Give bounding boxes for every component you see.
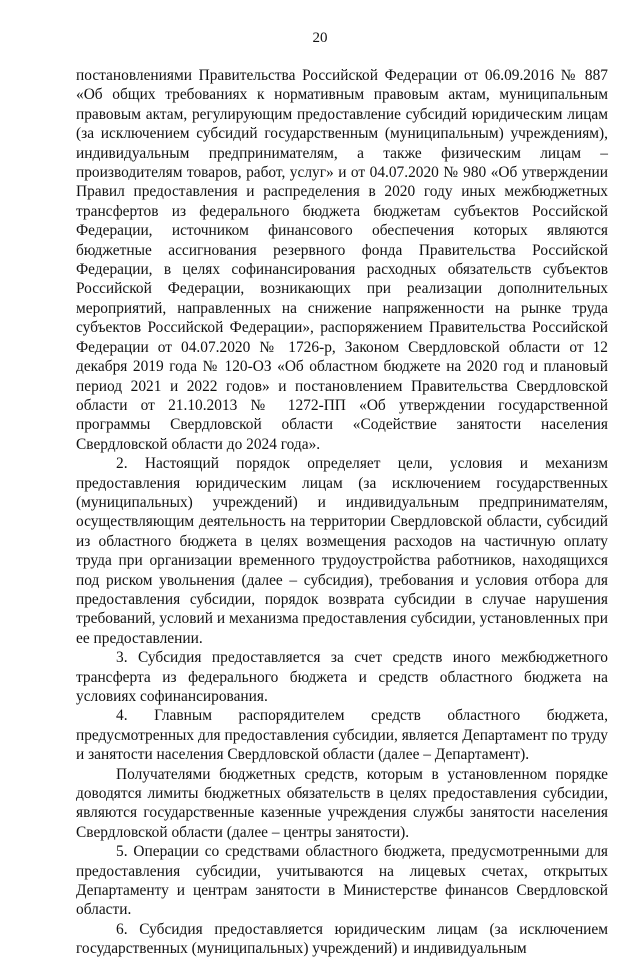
document-body (76, 66, 608, 959)
paragraph-5: 5. Операции со средствами областного бюджета, предусмотренными для предоставления субсидии, учитываются на лицевых счетах, открытых Департаменту и центрам занятости в Министерстве финансов Свердловской области. (76, 843, 608, 919)
paragraph-2: 2. Настоящий порядок определяет цели, условия и механизм предоставления юридическим лицам (за исключением государственных (муниципальных) учреждений) и индивидуальным предпринимателям, осуществляющим деятельность на территории Свердловской области, субсидий из областного бюджета в целях возмещения расходов на частичную оплату труда при организации временного трудоустройства работников, находящихся под риском увольнения (далее – субсидия), требования и условия отбора для предоставления субсидии, порядок возврата субсидии в случае нарушения требований, условий и механизма предоставления субсидии, установленных при ее предоставлении. (76, 455, 608, 647)
paragraph-continuation: постановлениями Правительства Российской Федерации от 06.09.2016 № 887 «Об общих требованиях к нормативным правовым актам, муниципальным правовым актам, регулирующим предоставление субсидий юридическим лицам (за исключением субсидий государственным (муниципальным) учреждениям), индивидуальным предпринимателям, а также физическим лицам – производителям товаров, работ, услуг» и от 04.07.2020 № 980 «Об утверждении Правил предоставления и распределения в 2020 году иных межбюджетных трансфертов из федерального бюджета бюджетам субъектов Российской Федерации, источником финансового обеспечения которых являются бюджетные ассигнования резервного фонда Правительства Российской Федерации, в целях софинансирования расходных обязательств субъектов Российской Федерации, возникающих при реализации дополнительных мероприятий, направленных на снижение напряженности на рынке труда субъектов Российской Федерации», распоряжением Правительства Российской Федерации от 04.07.2020 № 1726-р, Законом Свердловской области от 12 декабря 2019 года № 120-ОЗ «Об областном бюджете на 2020 год и плановый период 2021 и 2022 годов» и постановлением Правительства Свердловской области от 21.10.2013 № 1272-ПП «Об утверждении государственной программы Свердловской области «Содействие занятости населения Свердловской области до 2024 года». (76, 67, 608, 453)
paragraph-4: 4. Главным распорядителем средств областного бюджета, предусмотренных для предоставления субсидии, является Департамент по труду и занятости населения Свердловской области (далее – Департамент). (76, 707, 608, 764)
paragraph-6: 6. Субсидия предоставляется юридическим лицам (за исключением государственных (муниципальных) учреждений) и индивидуальным (76, 920, 608, 958)
page-number: 20 (312, 30, 328, 46)
paragraph-3: 3. Субсидия предоставляется за счет средств иного межбюджетного трансферта из федерального бюджета и средств областного бюджета на условиях софинансирования. (76, 649, 608, 705)
paragraph-4-recipients: Получателями бюджетных средств, которым в установленном порядке доводятся лимиты бюджетных обязательств в целях предоставления субсидии, являются государственные казенные учреждения службы занятости населения Свердловской области (далее – центры занятости). (76, 765, 608, 841)
